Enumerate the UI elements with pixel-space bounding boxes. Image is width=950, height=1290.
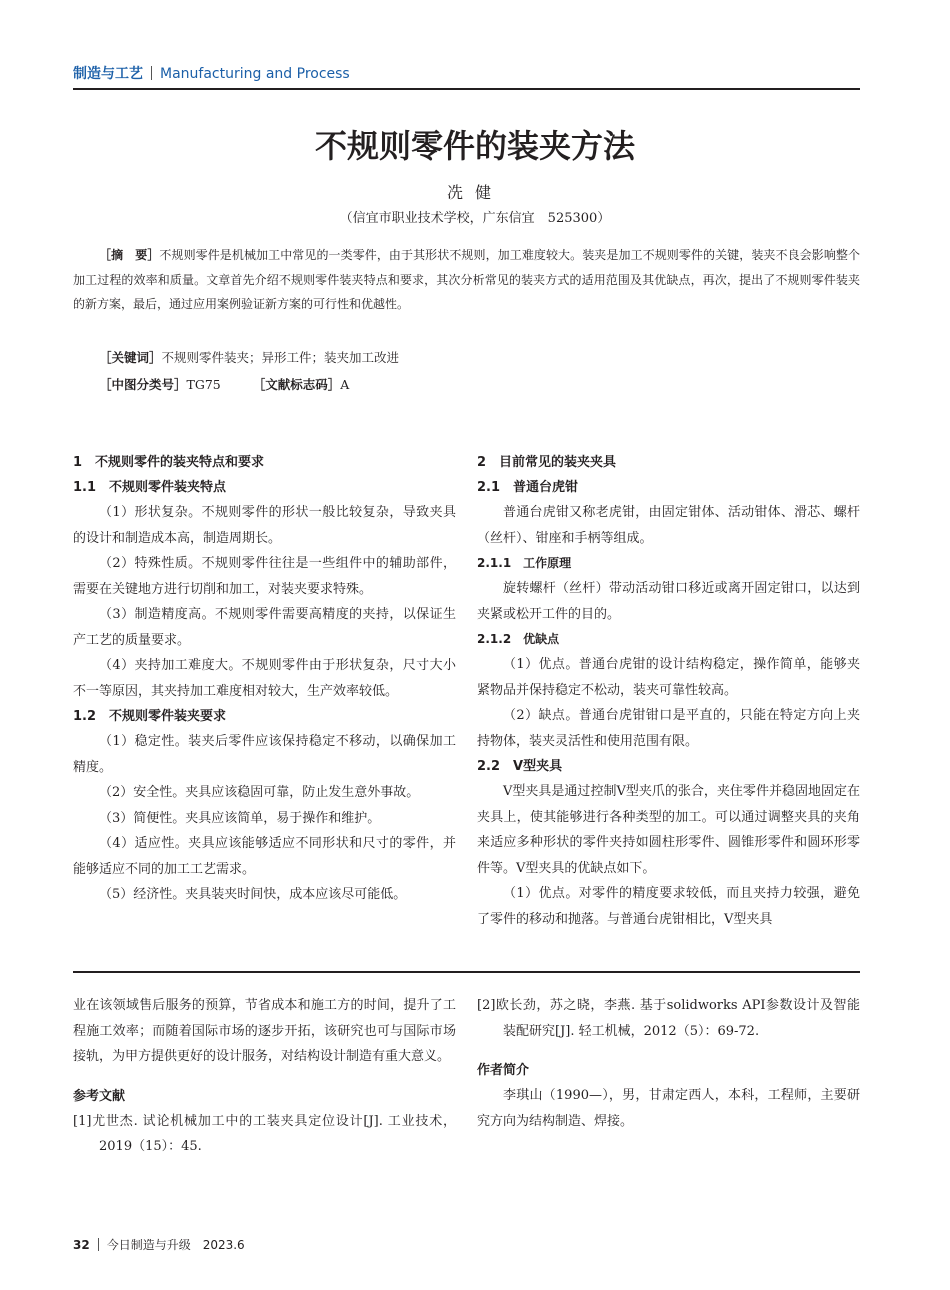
section-heading: 参考文献 — [73, 1088, 126, 1104]
paragraph: （2）安全性。夹具应该稳固可靠，防止发生意外事故。 — [99, 785, 420, 800]
clc-value: TG75 — [186, 377, 221, 392]
paragraph: （5）经济性。夹具装夹时间快，成本应该尽可能低。 — [99, 887, 407, 902]
running-header — [73, 64, 350, 84]
section-heading: 2 目前常见的装夹夹具 — [477, 455, 617, 470]
paragraph: （4）夹持加工难度大。不规则零件由于形状复杂，尺寸大小不一等原因，其夹持加工难度相对较大，生产效率较低。 — [73, 658, 456, 699]
bottom-right-column — [477, 993, 860, 1134]
paragraph: （1）稳定性。装夹后零件应该保持稳定不移动，以确保加工精度。 — [73, 734, 456, 775]
header-section-en: Manufacturing and Process — [160, 66, 350, 82]
subsection-heading: 2.1.1 工作原理 — [477, 556, 572, 570]
paragraph: （1）形状复杂。不规则零件的形状一般比较复杂，导致夹具的设计和制造成本高，制造周期长。 — [73, 505, 456, 546]
journal-issue: 今日制造与升级 2023.6 — [106, 1238, 245, 1252]
paragraph: （2）缺点。普通台虎钳钳口是平直的，只能在特定方向上夹持物体，装夹灵活性和使用范围有限。 — [477, 708, 860, 749]
page-footer — [73, 1236, 245, 1254]
doc-code-label: ［文献标志码］ — [252, 377, 341, 392]
author-affiliation: （信宜市职业技术学校，广东信宜 525300） — [339, 211, 611, 226]
spacer — [477, 1044, 860, 1058]
section-heading: 1.2 不规则零件装夹要求 — [73, 709, 227, 724]
clc-label: ［中图分类号］ — [99, 377, 187, 392]
section-divider — [73, 971, 860, 973]
paragraph: （3）简便性。夹具应该简单，易于操作和维护。 — [99, 810, 381, 826]
left-column — [73, 450, 456, 908]
doc-code-value: A — [340, 377, 350, 392]
paragraph: 李琪山（1990—），男，甘肃定西人，本科，工程师，主要研究方向为结构制造、焊接。 — [477, 1088, 860, 1129]
paragraph: 旋转螺杆（丝杆）带动活动钳口移近或离开固定钳口，以达到夹紧或松开工件的目的。 — [477, 581, 860, 622]
section-heading: 2.2 V型夹具 — [477, 759, 563, 774]
header-rule — [73, 88, 860, 90]
article-title: 不规则零件的装夹方法 — [314, 127, 635, 165]
spacer — [73, 1070, 456, 1084]
section-heading: 1 不规则零件的装夹特点和要求 — [73, 455, 265, 470]
subsection-heading: 2.1.2 优缺点 — [477, 632, 560, 646]
paragraph: （4）适应性。夹具应该能够适应不同形状和尺寸的零件，并能够适应不同的加工工艺需求。 — [73, 836, 456, 877]
keywords-text: 不规则零件装夹；异形工件；装夹加工改进 — [161, 350, 400, 365]
paragraph: （1）优点。对零件的精度要求较低，而且夹持力较强，避免了零件的移动和抛落。与普通台虎钳相比，V型夹具 — [477, 886, 860, 927]
paragraph: 普通台虎钳又称老虎钳，由固定钳体、活动钳体、滑芯、螺杆（丝杆）、钳座和手柄等组成。 — [477, 505, 860, 546]
right-column — [477, 450, 860, 932]
reference-item: [2]欧长劲，苏之晓，李燕. 基于solidworks API参数设计及智能装配研究[J]. 轻工机械，2012（5）：69-72. — [477, 998, 860, 1039]
abstract — [73, 243, 860, 317]
header-section-cn: 制造与工艺 — [73, 66, 143, 82]
section-heading: 2.1 普通台虎钳 — [477, 480, 579, 495]
paragraph: 业在该领域售后服务的预算，节省成本和施工方的时间，提升了工程施工效率；而随着国际市场的逐步开拓，该研究也可与国际市场接轨，为甲方提供更好的设计服务，对结构设计制造有重大意义。 — [73, 998, 456, 1064]
section-heading: 1.1 不规则零件装夹特点 — [73, 480, 227, 495]
paragraph: （1）优点。普通台虎钳的设计结构稳定，操作简单，能够夹紧物品并保持稳定不松动，装夹可靠性较高。 — [477, 657, 860, 698]
page-number: 32 — [73, 1238, 90, 1252]
header-divider — [151, 66, 152, 80]
reference-item: [1]尤世杰. 试论机械加工中的工装夹具定位设计[J]. 工业技术，2019（15）：45. — [73, 1113, 456, 1154]
article-author: 冼健 — [446, 183, 503, 202]
classification — [99, 374, 349, 396]
paragraph: （3）制造精度高。不规则零件需要高精度的夹持，以保证生产工艺的质量要求。 — [73, 607, 456, 648]
keywords — [99, 347, 399, 369]
keywords-label: ［关键词］ — [99, 350, 162, 365]
paragraph: （2）特殊性质。不规则零件往往是一些组件中的辅助部件，需要在关键地方进行切削和加工，对装夹要求特殊。 — [73, 556, 456, 597]
abstract-text: 不规则零件是机械加工中常见的一类零件，由于其形状不规则，加工难度较大。装夹是加工不规则零件的关键，装夹不良会影响整个加工过程的效率和质量。文章首先介绍不规则零件装夹特点和要求，其次分析常见的装夹方式的适用范围及其优缺点，再次，提出了不规则零件装夹的新方案，最后，通过应用案例验证新方案的可行性和优越性。 — [73, 248, 860, 311]
footer-divider — [98, 1238, 99, 1251]
paragraph: V型夹具是通过控制V型夹爪的张合，夹住零件并稳固地固定在夹具上，使其能够进行各种类型的加工。可以通过调整夹具的夹角来适应多种形状的零件夹持如圆柱形零件、圆锥形零件和圆环形零件等。V型夹具的优缺点如下。 — [477, 784, 860, 876]
section-heading: 作者简介 — [477, 1063, 530, 1078]
bottom-left-column — [73, 993, 456, 1160]
abstract-label: ［摘 要］ — [99, 248, 160, 262]
